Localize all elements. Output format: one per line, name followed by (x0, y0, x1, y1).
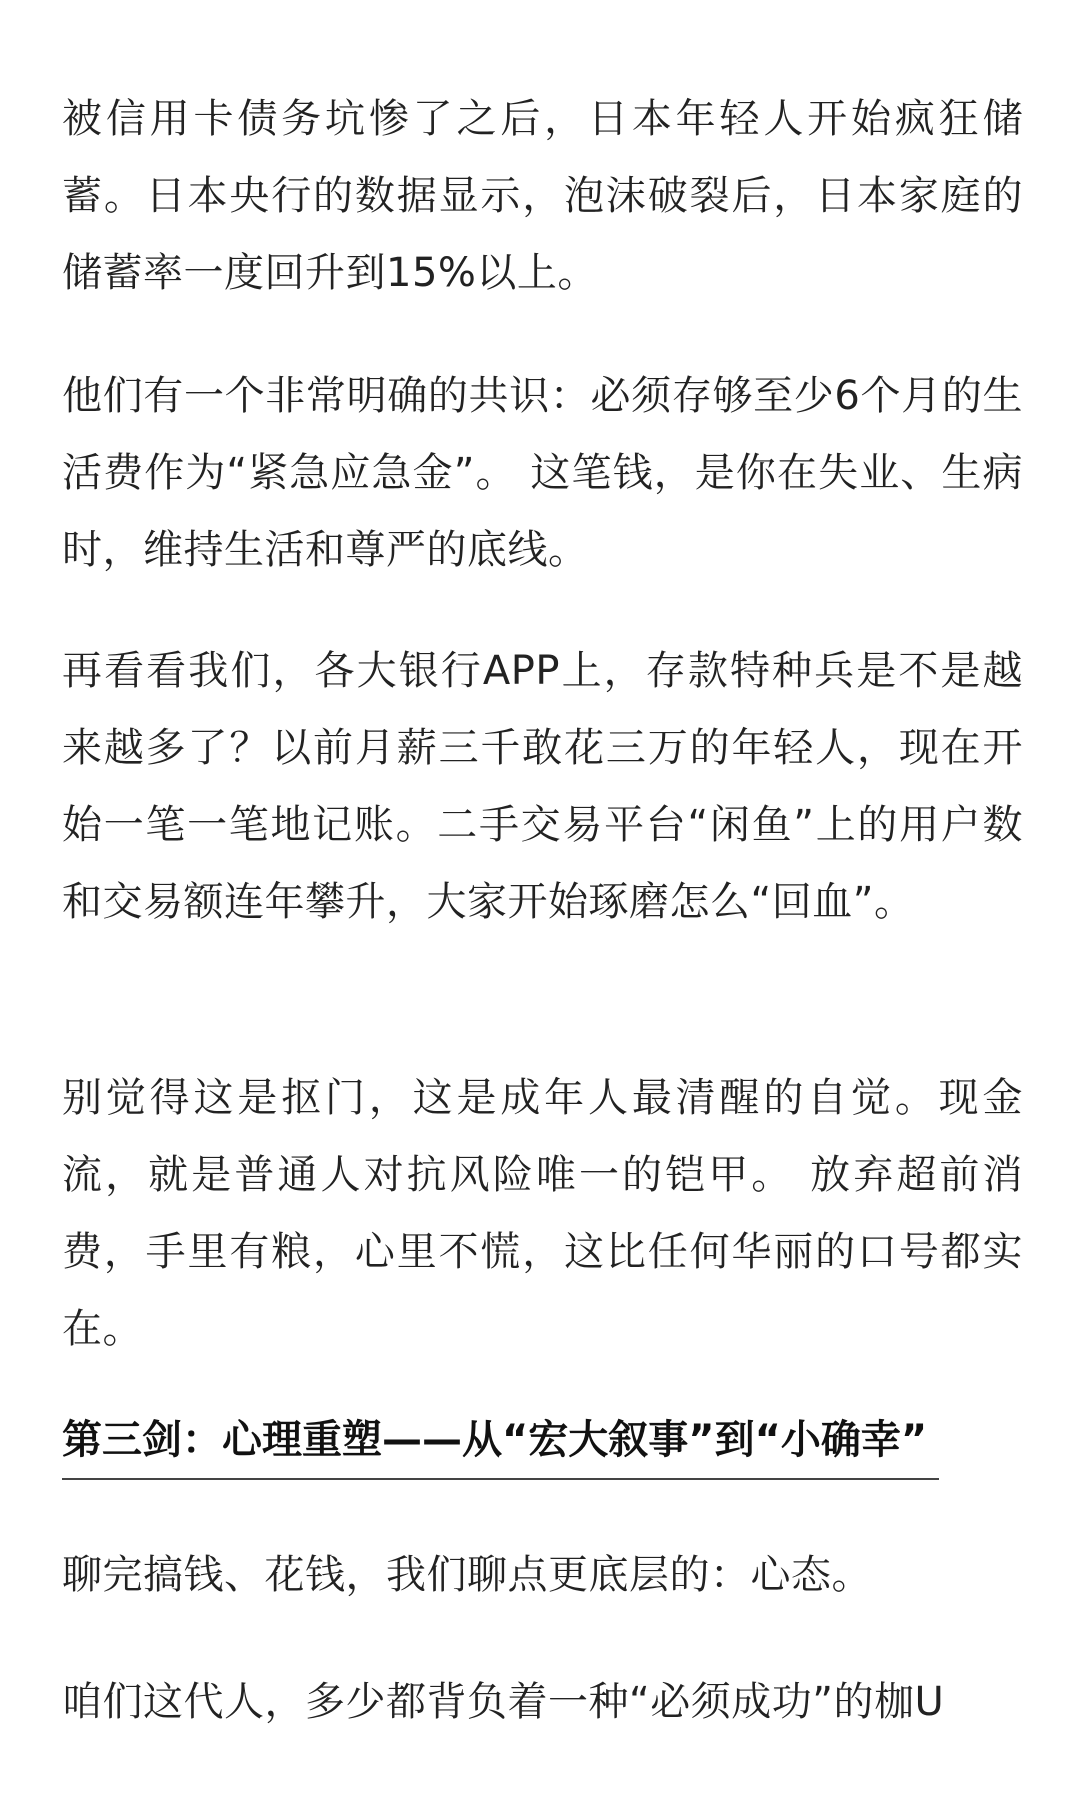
paragraph-cash-flow: 别觉得这是抠门，这是成年人最清醒的自觉。现金流，就是普通人对抗风险唯一的铠甲。 放弃超前消费，手里有粮，心里不慌，这比任何华丽的口号都实在。 (62, 1075, 1023, 1352)
paragraph-success-burden: 咱们这代人，多少都背负着一种“必须成功”的枷U (62, 1679, 945, 1725)
section-heading-container (62, 1410, 1023, 1480)
paragraph-young-savers: 再看看我们，各大银行APP上，存款特种兵是不是越来越多了？以前月薪三千敢花三万的年轻人，现在开始一笔一笔地记账。二手交易平台“闲鱼”上的用户数和交易额连年攀升，大家开始琢磨怎么“回血”。 (62, 648, 1023, 925)
paragraph-mindset-intro: 聊完搞钱、花钱，我们聊点更底层的：心态。 (62, 1552, 872, 1598)
section-heading: 第三剑：心理重塑——从“宏大叙事”到“小确幸” (62, 1410, 939, 1480)
paragraph-emergency-fund: 他们有一个非常明确的共识：必须存够至少6个月的生活费作为“紧急应急金”。 这笔钱，是你在失业、生病时，维持生活和尊严的底线。 (62, 373, 1023, 573)
paragraph-japan-savings: 被信用卡债务坑惨了之后，日本年轻人开始疯狂储蓄。日本央行的数据显示，泡沫破裂后，日本家庭的储蓄率一度回升到15%以上。 (62, 96, 1023, 296)
